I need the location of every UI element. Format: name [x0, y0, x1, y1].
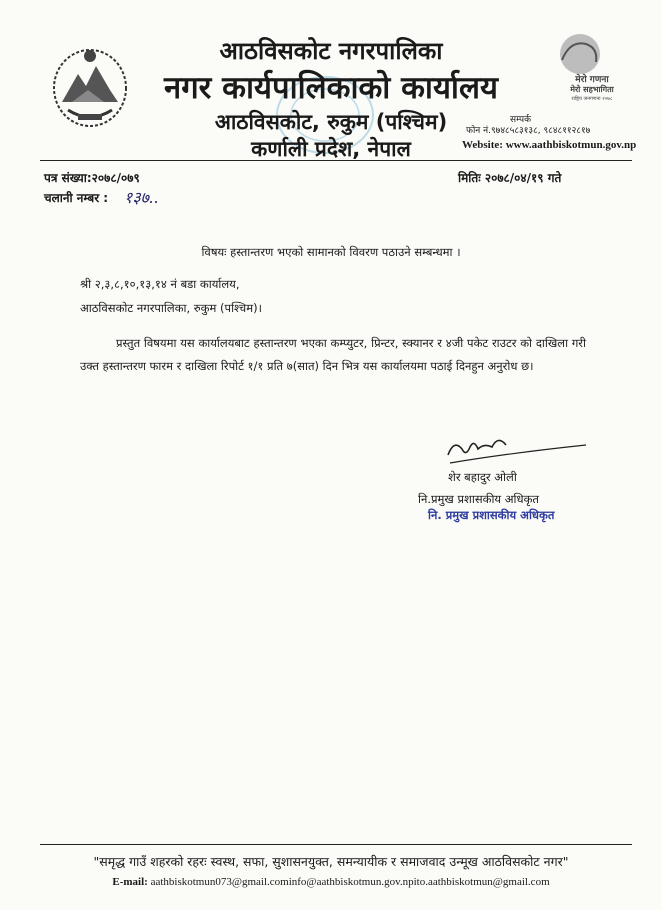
- footer-motto: "समृद्ध गाउँ शहरको रहरः स्वस्थ, सफा, सुशासनयुक्त, समन्यायीक र समाजवाद उन्मूख आठविसकोट नगर": [93, 854, 569, 869]
- office-address: आठविसकोट, रुकुम (पश्चिम): [214, 110, 448, 134]
- letter-number: पत्र संख्या:२०७८/०७९: [44, 171, 140, 185]
- letter-date: मितिः २०७८/०४/१९ गते: [458, 171, 562, 185]
- census-logo-line2: मेरो सहभागिता: [570, 85, 614, 94]
- footer-email-row: [0, 876, 662, 888]
- header-divider: [40, 160, 632, 161]
- recipient-line-2: आठविसकोट नगरपालिका, रुकुम (पश्चिम)।: [80, 301, 262, 315]
- municipality-name: आठविसकोट नगरपालिका: [219, 37, 443, 65]
- footer-divider: [40, 844, 632, 845]
- phone-number: फोन नं.९७४८५८३१३८, ९८४८११२८१७: [466, 126, 591, 136]
- email-label: E-mail:: [112, 876, 148, 888]
- census-logo-line1: मेरो गणना: [575, 75, 609, 85]
- province-country: कर्णाली प्रदेश, नेपाल: [251, 137, 411, 161]
- handwritten-signature-icon: [440, 425, 590, 467]
- recipient-line-1: श्री २,३,८,१०,१३,१४ नं बडा कार्यालय,: [80, 277, 240, 291]
- contact-label: सम्पर्क: [510, 115, 531, 125]
- signer-name: शेर बहादुर ओली: [448, 470, 517, 484]
- letter-body: प्रस्तुत विषयमा यस कार्यालयबाट हस्तान्तरण भएका कम्प्युटर, प्रिन्टर, स्क्यानर र ४जी पकेट राउटर को दाखिला गरी उक्त हस्तान्तरण फारम र दाखिला रिपोर्ट १/१ प्रति ७(सात) दिन भित्र यस कार्यालयमा पठाई दिनहुन अनुरोध छ।: [80, 336, 586, 373]
- dispatch-number-label: चलानी नम्बर :: [44, 191, 109, 205]
- signer-title: नि.प्रमुख प्रशासकीय अधिकृत: [418, 492, 539, 506]
- official-stamp: नि. प्रमुख प्रशासकीय अधिकृत: [428, 508, 555, 522]
- letter-subject: विषयः हस्तान्तरण भएको सामानको विवरण पठाउने सम्बन्धमा ।: [201, 245, 461, 259]
- census-logo-line3: राष्ट्रिय जनगणना २०७८: [571, 96, 613, 102]
- dispatch-number-handwritten: १३७..: [124, 188, 160, 207]
- email-addresses[interactable]: aathbiskotmun073@gmail.cominfo@aathbiskotmun.gov.npito.aathbiskotmun@gmail.com: [147, 876, 550, 888]
- office-name: नगर कार्यपालिकाको कार्यालय: [164, 70, 498, 106]
- website-link[interactable]: Website: www.aathbiskotmun.gov.np: [462, 139, 637, 151]
